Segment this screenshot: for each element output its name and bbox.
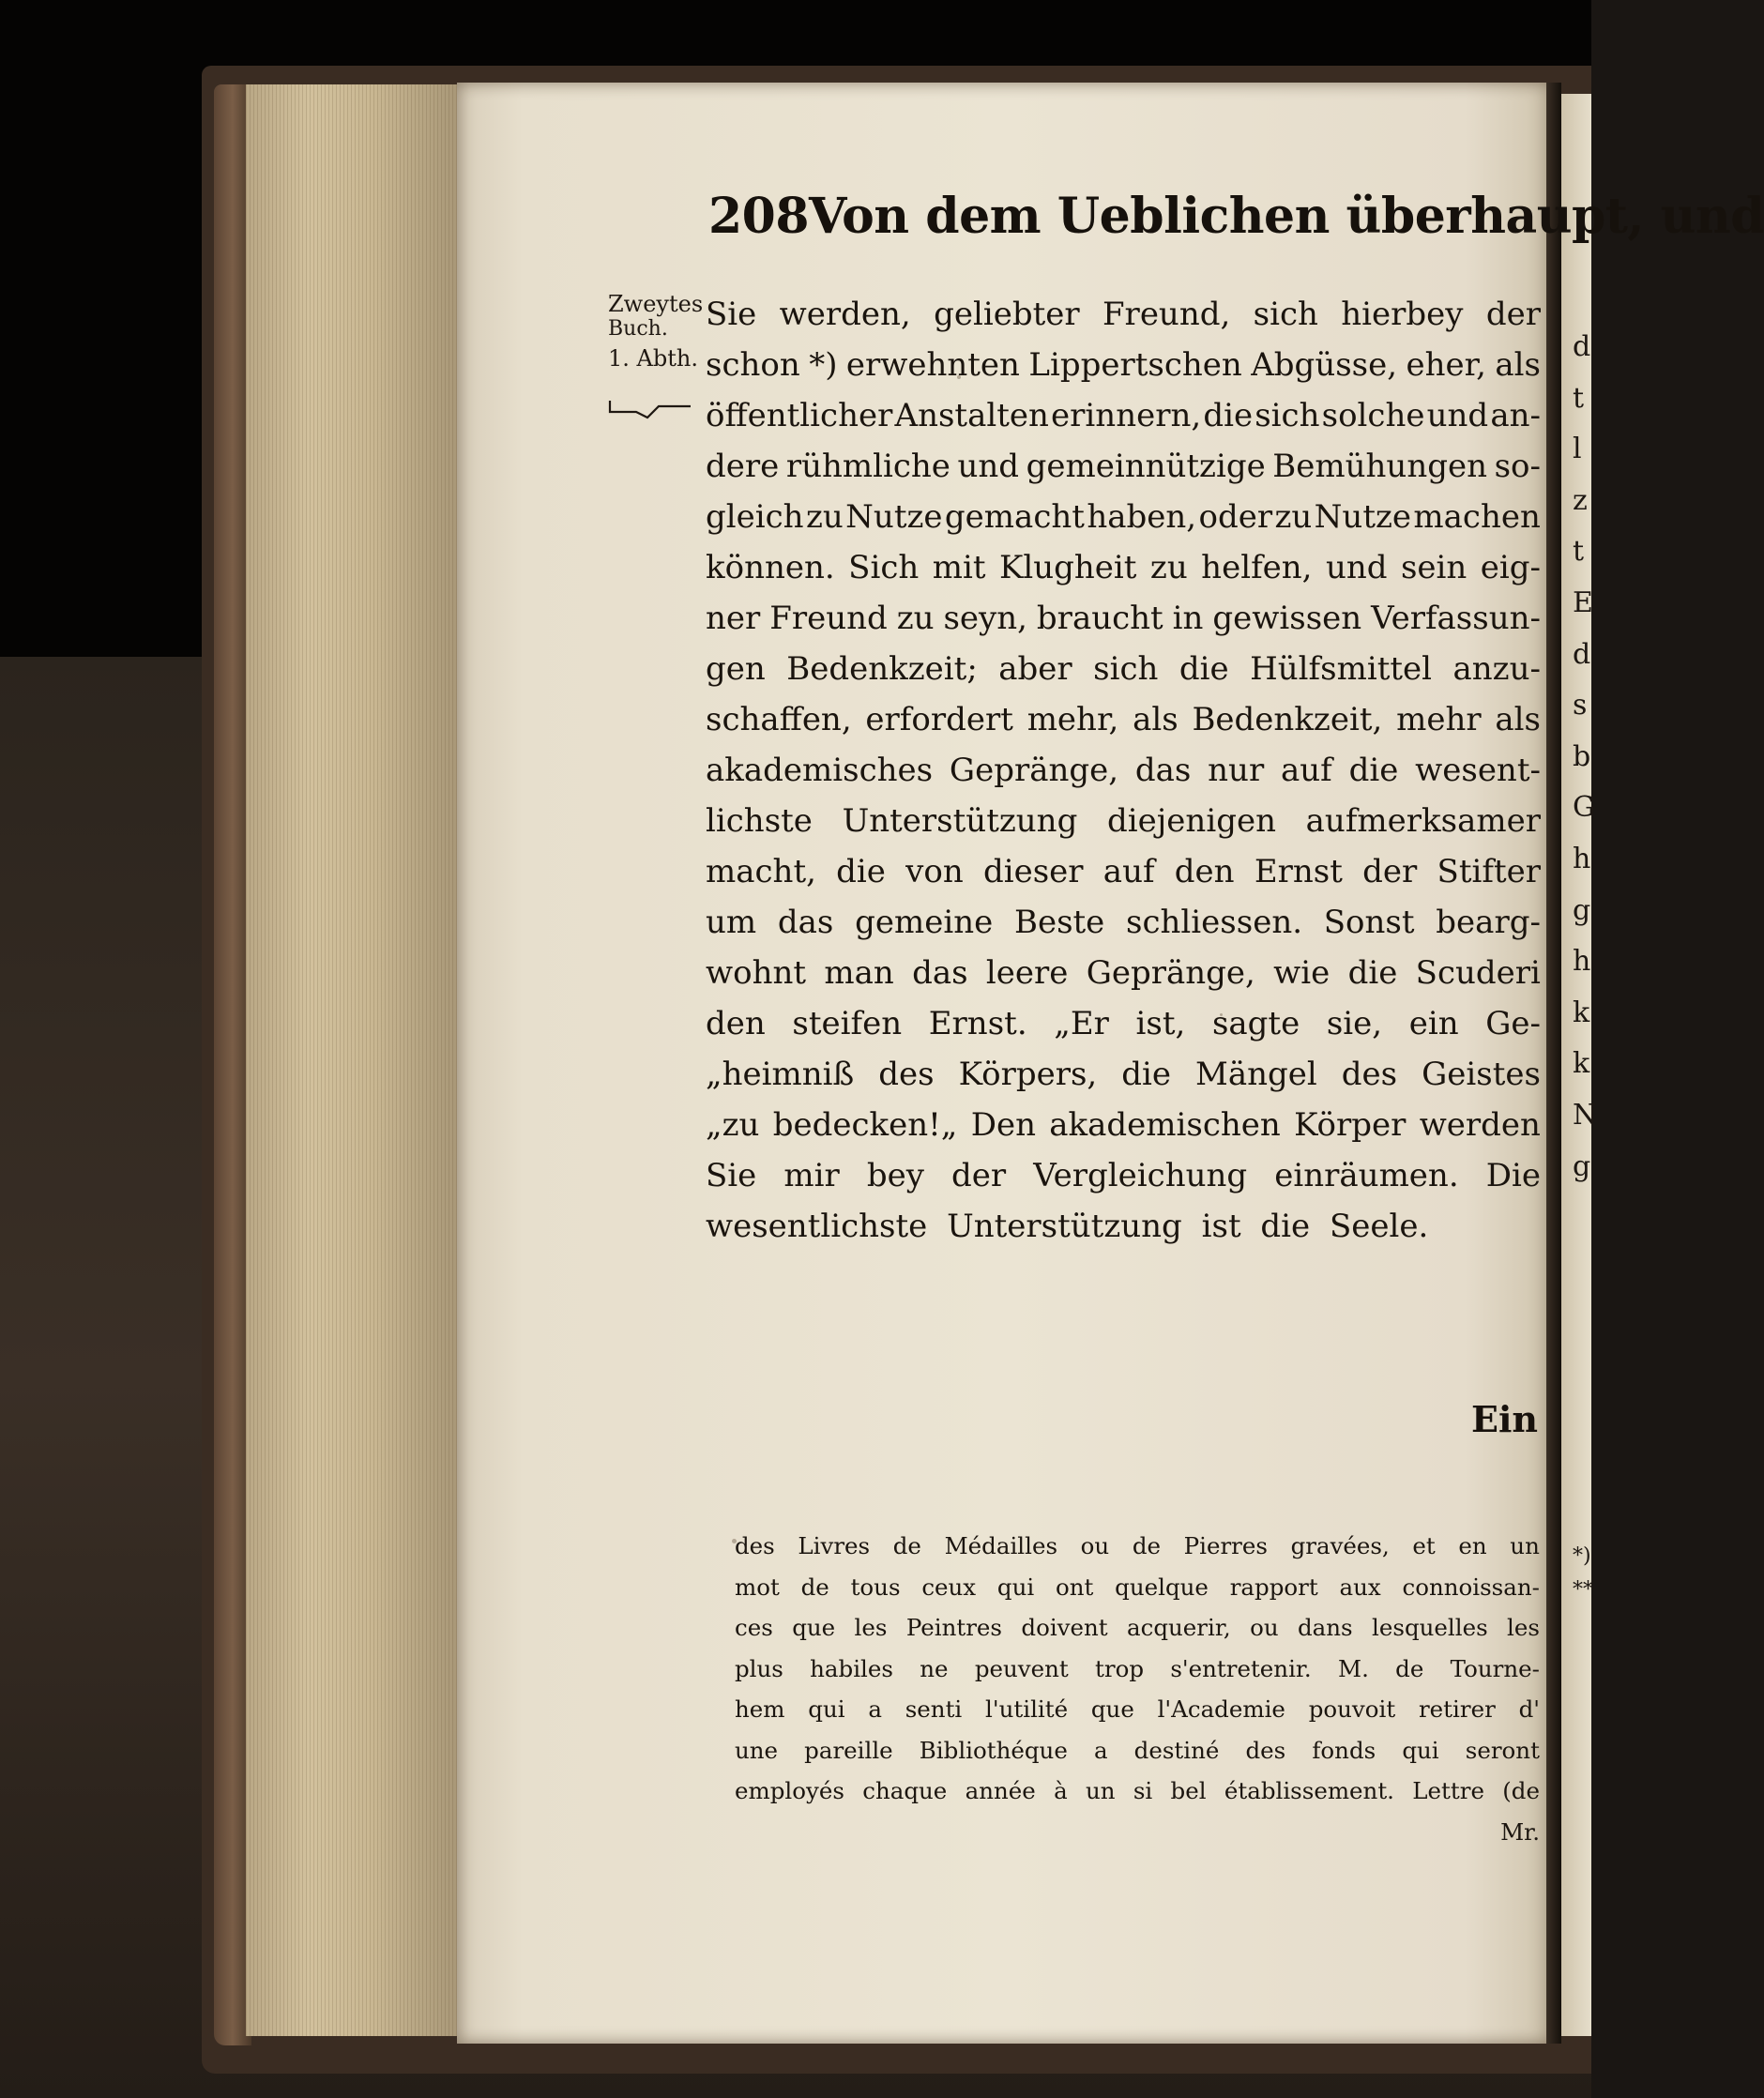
word: die xyxy=(1121,1056,1171,1093)
word: Klugheit xyxy=(998,549,1137,586)
word: des xyxy=(735,1532,775,1560)
word: que xyxy=(1090,1695,1134,1724)
word: mehr, xyxy=(1026,701,1119,738)
word: akademisches xyxy=(706,752,934,789)
body-line xyxy=(706,441,1541,492)
word: bearg- xyxy=(1436,904,1541,941)
book-gutter xyxy=(1546,83,1561,2044)
word: schaffen, xyxy=(706,701,852,738)
word: bey xyxy=(866,1157,924,1194)
word: Sie xyxy=(706,1157,757,1194)
word: qui xyxy=(996,1573,1035,1601)
word: öffentlicher xyxy=(706,397,893,434)
word: Ernst. xyxy=(928,1005,1027,1042)
word: peuvent xyxy=(974,1654,1069,1682)
body-line xyxy=(706,644,1541,694)
word: man xyxy=(824,954,894,992)
facing-page-letter: t xyxy=(1573,381,1585,415)
word: ceux xyxy=(921,1573,977,1601)
word: von xyxy=(905,853,964,890)
body-line xyxy=(706,390,1541,441)
word: aufmerksamer xyxy=(1305,802,1541,840)
margin-note-line-3: 1. Abth. xyxy=(608,345,698,372)
word: Sich xyxy=(848,549,920,586)
word: den xyxy=(706,1005,766,1042)
word: oder xyxy=(1198,498,1273,536)
word: Hülfsmittel xyxy=(1250,650,1433,688)
page-number: 208 xyxy=(708,188,810,245)
word: als xyxy=(1495,701,1541,738)
word: a xyxy=(1093,1736,1108,1764)
word: dieser xyxy=(982,853,1084,890)
facing-page-letter: k xyxy=(1573,1047,1590,1081)
footnote-text xyxy=(735,1526,1540,1852)
word: das xyxy=(777,904,834,941)
word: Gepränge, xyxy=(1086,954,1255,992)
body-line xyxy=(706,542,1541,593)
word: eher, xyxy=(1406,346,1486,384)
margin-note-line-1: Zweytes xyxy=(608,291,704,317)
word: ist, xyxy=(1135,1005,1186,1042)
word: des xyxy=(1245,1736,1286,1764)
word: lichste xyxy=(706,802,813,840)
facing-page-letter: d xyxy=(1573,637,1591,671)
word: so- xyxy=(1494,448,1541,485)
body-line xyxy=(706,1100,1541,1150)
word: helfen, xyxy=(1201,549,1313,586)
word: hierbey xyxy=(1341,296,1464,333)
word: das xyxy=(1134,752,1192,789)
word: als xyxy=(1495,346,1541,384)
word: Scuderi xyxy=(1415,954,1541,992)
word: Gepränge, xyxy=(949,752,1119,789)
word: gravées, xyxy=(1290,1532,1390,1560)
word: Abgüsse, xyxy=(1251,346,1398,384)
word: Bibliothéque xyxy=(919,1736,1068,1764)
word: tous xyxy=(850,1573,901,1601)
word: den xyxy=(1174,853,1235,890)
word: Tourne- xyxy=(1450,1654,1540,1682)
facing-page-letter: t xyxy=(1573,535,1585,569)
word: die xyxy=(1348,752,1399,789)
margin-bracket-mark xyxy=(608,399,692,421)
running-header xyxy=(708,188,1764,245)
word: l'Academie xyxy=(1157,1695,1285,1724)
word: Körper xyxy=(1294,1106,1407,1144)
body-line xyxy=(706,1150,1541,1201)
word: und xyxy=(957,448,1020,485)
facing-page-letter: g xyxy=(1573,893,1591,927)
word: Nutze xyxy=(1314,498,1412,536)
word: zu xyxy=(1274,498,1313,536)
word: l'utilité xyxy=(985,1695,1069,1724)
word: destiné xyxy=(1133,1736,1220,1764)
word: seyn, xyxy=(943,600,1027,637)
margin-note-line-2: Buch. xyxy=(608,317,668,341)
body-line xyxy=(706,289,1541,340)
word: „Er xyxy=(1054,1005,1109,1042)
word: et xyxy=(1412,1532,1436,1560)
footnote-line xyxy=(735,1771,1540,1812)
word: Verfassun- xyxy=(1371,600,1541,637)
word: connoissan- xyxy=(1402,1573,1540,1601)
word: haben, xyxy=(1087,498,1197,536)
word: sich xyxy=(1093,650,1159,688)
word: des xyxy=(1341,1056,1398,1093)
facing-page-letter: ** xyxy=(1573,1578,1593,1602)
word: und xyxy=(1426,397,1489,434)
facing-page-letter: h xyxy=(1573,945,1591,979)
word: nur xyxy=(1208,752,1265,789)
footnote-line xyxy=(735,1730,1540,1771)
word: retirer xyxy=(1418,1695,1496,1724)
word: als xyxy=(1133,701,1179,738)
word: d' xyxy=(1518,1695,1540,1724)
word: qui xyxy=(1402,1736,1439,1764)
word: der xyxy=(1485,296,1541,333)
word: seront xyxy=(1465,1736,1540,1764)
word: M. xyxy=(1338,1654,1369,1682)
word: Freund, xyxy=(1102,296,1231,333)
facing-page-letter: g xyxy=(1573,1149,1591,1183)
word: erinnern, xyxy=(1051,397,1202,434)
word: ner xyxy=(706,600,761,637)
word: wie xyxy=(1273,954,1331,992)
facing-page-letter: b xyxy=(1573,739,1591,773)
word: Bemühungen xyxy=(1272,448,1488,485)
word: in xyxy=(1172,600,1204,637)
word: Lettre xyxy=(1412,1777,1484,1805)
footnote-line: Mr. xyxy=(1500,1817,1540,1846)
word: plus xyxy=(735,1654,783,1682)
word: s'entretenir. xyxy=(1170,1654,1312,1682)
word: das xyxy=(912,954,968,992)
word: schliessen. xyxy=(1126,904,1303,941)
word: mir xyxy=(783,1157,840,1194)
ink-speck xyxy=(1220,1013,1223,1016)
body-line xyxy=(706,897,1541,948)
word: Ge- xyxy=(1485,1005,1541,1042)
body-line xyxy=(706,796,1541,846)
footnote-line xyxy=(735,1689,1540,1730)
word: dere xyxy=(706,448,780,485)
footnote-line xyxy=(735,1526,1540,1567)
word: Anstalten xyxy=(894,397,1049,434)
word: de xyxy=(892,1532,921,1560)
word: fonds xyxy=(1312,1736,1376,1764)
word: zu xyxy=(805,498,844,536)
body-line xyxy=(706,593,1541,644)
facing-page-letter: k xyxy=(1573,996,1590,1029)
body-line xyxy=(706,998,1541,1049)
word: Vergleichung xyxy=(1033,1157,1248,1194)
word: que xyxy=(792,1614,836,1642)
body-line xyxy=(706,340,1541,390)
word: die xyxy=(1347,954,1398,992)
body-line xyxy=(706,1049,1541,1100)
word: Unterstützung xyxy=(842,802,1078,840)
word: braucht xyxy=(1036,600,1163,637)
body-line xyxy=(706,745,1541,796)
word: senti xyxy=(905,1695,963,1724)
word: der xyxy=(1362,853,1418,890)
word: pouvoit xyxy=(1308,1695,1396,1724)
word: les xyxy=(1507,1614,1540,1642)
word: des xyxy=(878,1056,935,1093)
facing-page-letter: l xyxy=(1573,433,1582,466)
word: sich xyxy=(1253,296,1318,333)
running-title: Von dem Ueblichen überhaupt, und xyxy=(809,188,1764,245)
word: qui xyxy=(808,1695,845,1724)
word: une xyxy=(735,1736,779,1764)
word: bel xyxy=(1170,1777,1207,1805)
word: ou xyxy=(1080,1532,1110,1560)
facing-page-letter: d xyxy=(1573,330,1591,363)
body-line xyxy=(706,948,1541,998)
word: Ernst xyxy=(1254,853,1343,890)
word: de xyxy=(800,1573,829,1601)
facing-page-letter: N xyxy=(1573,1099,1598,1132)
word: si xyxy=(1133,1777,1153,1805)
facing-page-letter: s xyxy=(1573,689,1588,722)
word: gen xyxy=(706,650,766,688)
word: auf xyxy=(1281,752,1332,789)
word: lesquelles xyxy=(1372,1614,1488,1642)
word: ces xyxy=(735,1614,773,1642)
word: macht, xyxy=(706,853,816,890)
footnote-line xyxy=(735,1567,1540,1608)
word: sagte xyxy=(1211,1005,1300,1042)
word: un xyxy=(1510,1532,1540,1560)
word: (de xyxy=(1502,1777,1540,1805)
body-text xyxy=(706,289,1541,1252)
word: a xyxy=(868,1695,882,1724)
body-line xyxy=(706,846,1541,897)
facing-page-letter: *) xyxy=(1573,1544,1591,1568)
word: steifen xyxy=(792,1005,903,1042)
word: der xyxy=(951,1157,1007,1194)
word: Nutze xyxy=(845,498,943,536)
word: erwehnten xyxy=(845,346,1020,384)
word: gewissen xyxy=(1212,600,1362,637)
word: *) xyxy=(809,346,838,384)
word: schon xyxy=(706,346,800,384)
word: rapport xyxy=(1229,1573,1318,1601)
word: en xyxy=(1458,1532,1487,1560)
page-edges xyxy=(246,84,457,2036)
word: können. xyxy=(706,549,835,586)
word: gemeine xyxy=(855,904,994,941)
word: die xyxy=(1203,397,1254,434)
word: mehr xyxy=(1396,701,1482,738)
word: Mängel xyxy=(1195,1056,1317,1093)
word: acquerir, xyxy=(1127,1614,1231,1642)
word: sich xyxy=(1255,397,1320,434)
word: erfordert xyxy=(865,701,1013,738)
word: wesent- xyxy=(1415,752,1541,789)
word: chaque xyxy=(862,1777,948,1805)
word: zu xyxy=(896,600,935,637)
word: pareille xyxy=(804,1736,893,1764)
word: „zu xyxy=(706,1106,760,1144)
facing-page-letter: G xyxy=(1573,791,1595,825)
word: un xyxy=(1085,1777,1116,1805)
word: gemeinnützige xyxy=(1026,448,1266,485)
word: hem xyxy=(735,1695,785,1724)
word: aux xyxy=(1339,1573,1381,1601)
word: habiles xyxy=(810,1654,893,1682)
word: Stifter xyxy=(1437,853,1541,890)
word: Freund xyxy=(769,600,888,637)
facing-page-letter: z xyxy=(1573,483,1588,517)
ink-speck xyxy=(732,1539,737,1543)
word: ne xyxy=(920,1654,949,1682)
word: eig- xyxy=(1480,549,1541,586)
word: akademischen xyxy=(1049,1106,1281,1144)
word: die xyxy=(836,853,886,890)
word: die xyxy=(1179,650,1229,688)
word: Körpers, xyxy=(958,1056,1098,1093)
word: „heimniß xyxy=(706,1056,855,1093)
word: mit xyxy=(932,549,986,586)
body-line xyxy=(706,694,1541,745)
body-line xyxy=(706,492,1541,542)
word: zu xyxy=(1149,549,1188,586)
word: dans xyxy=(1297,1614,1353,1642)
word: doivent xyxy=(1021,1614,1108,1642)
word: Beste xyxy=(1013,904,1105,941)
word: gleich xyxy=(706,498,804,536)
word: einräumen. xyxy=(1274,1157,1459,1194)
word: solche xyxy=(1321,397,1425,434)
ink-speck xyxy=(957,375,961,379)
word: leere xyxy=(985,954,1069,992)
word: mot xyxy=(735,1573,780,1601)
footnote-line xyxy=(735,1649,1540,1690)
word: quelque xyxy=(1115,1573,1209,1601)
word: sie, xyxy=(1326,1005,1383,1042)
word: trop xyxy=(1095,1654,1145,1682)
word: wohnt xyxy=(706,954,807,992)
word: Lippertschen xyxy=(1028,346,1242,384)
word: de xyxy=(1132,1532,1161,1560)
word: Médailles xyxy=(944,1532,1058,1560)
word: und xyxy=(1325,549,1388,586)
word: année xyxy=(965,1777,1036,1805)
word: Die xyxy=(1485,1157,1541,1194)
facing-page-letter: h xyxy=(1573,843,1591,875)
word: geliebter xyxy=(934,296,1080,333)
word: Bedenkzeit; xyxy=(786,650,978,688)
word: rühmliche xyxy=(785,448,950,485)
word: an- xyxy=(1490,397,1541,434)
word: werden, xyxy=(779,296,911,333)
word: Livres xyxy=(798,1532,871,1560)
word: les xyxy=(854,1614,888,1642)
word: diejenigen xyxy=(1107,802,1276,840)
word: ou xyxy=(1250,1614,1279,1642)
word: ont xyxy=(1056,1573,1094,1601)
word: Sie xyxy=(706,296,757,333)
word: Den xyxy=(970,1106,1036,1144)
footnote-line xyxy=(735,1607,1540,1649)
word: sein xyxy=(1400,549,1467,586)
word: employés xyxy=(735,1777,844,1805)
word: anzu- xyxy=(1452,650,1541,688)
word: à xyxy=(1054,1777,1068,1805)
facing-page-letter: E xyxy=(1573,586,1593,619)
word: Geistes xyxy=(1422,1056,1541,1093)
word: gemacht xyxy=(944,498,1085,536)
word: bedecken!„ xyxy=(772,1106,958,1144)
word: auf xyxy=(1102,853,1155,890)
word: Pierres xyxy=(1183,1532,1268,1560)
body-line: wesentlichste Unterstützung ist die Seele. xyxy=(706,1208,1429,1245)
word: de xyxy=(1395,1654,1424,1682)
word: aber xyxy=(998,650,1072,688)
word: Peintres xyxy=(905,1614,1002,1642)
word: werden xyxy=(1419,1106,1541,1144)
word: Sonst xyxy=(1323,904,1415,941)
word: ein xyxy=(1408,1005,1459,1042)
word: um xyxy=(706,904,757,941)
word: Bedenkzeit, xyxy=(1192,701,1383,738)
catchword: Ein xyxy=(1471,1398,1539,1440)
word: machen xyxy=(1413,498,1541,536)
word: établissement. xyxy=(1224,1777,1394,1805)
